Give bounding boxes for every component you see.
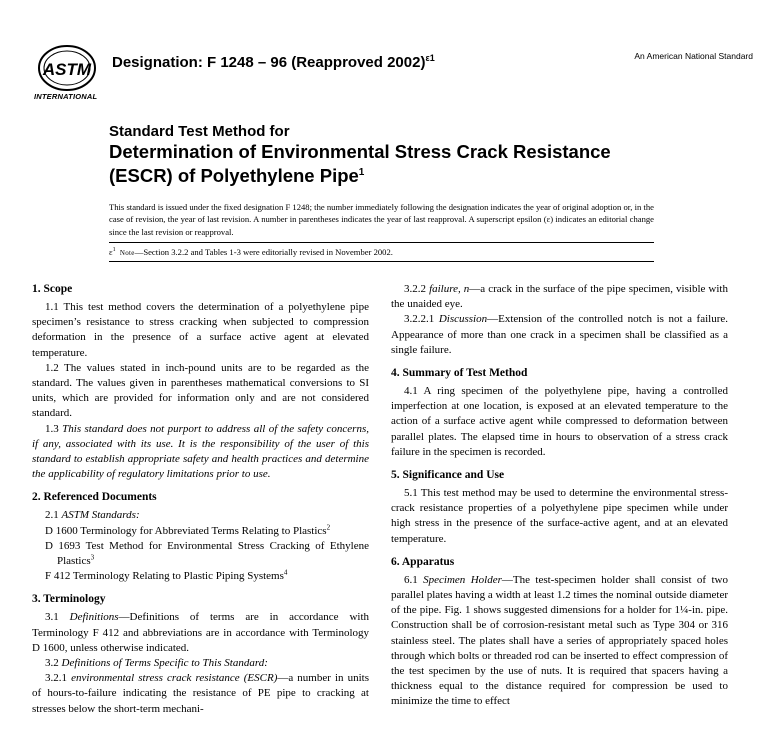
section-heading-referenced-documents: 2. Referenced Documents bbox=[32, 491, 157, 504]
term-emphasis: failure, n bbox=[429, 283, 470, 295]
paragraph-number: 6.1 bbox=[404, 573, 424, 586]
paragraph-1-3-text: This standard does not purport to address all of the safety concerns, if any, associated with its use. It is the responsibility of the user of this standard to establish appropriate safety and health practices and determine the applicability of regulatory limitations prior to use. bbox=[32, 422, 369, 481]
term-emphasis: Definitions bbox=[69, 611, 119, 624]
left-column bbox=[32, 282, 369, 717]
footnote-mark: 4 bbox=[283, 568, 288, 577]
paragraph-1-3 bbox=[32, 422, 369, 483]
paragraph-number: 3.2 bbox=[45, 657, 62, 670]
paragraph-4-1: 4.1 A ring specimen of the polyethylene pipe, having a controlled imperfection at one location, is exposed at an elevated temperature to the action of a surface active agent while compressed to deformation between parallel plates. The elapsed time in hours to observation of a stress crack failure in the specimen is recorded. bbox=[391, 385, 728, 458]
paragraph-3-2-2-1 bbox=[391, 312, 728, 358]
divider-top bbox=[109, 242, 654, 243]
reference-d1600 bbox=[32, 524, 369, 539]
paragraph-2-1-text: ASTM Standards: bbox=[61, 509, 140, 522]
right-column bbox=[391, 282, 728, 710]
paragraph-1-1: 1.1 This test method covers the determination of a polyethylene pipe specimen’s resistance to stress cracking when subjected to compression deformation in the presence of a surface active agent at elevated temperature. bbox=[32, 301, 369, 359]
designation-superscript: ε1 bbox=[425, 53, 435, 63]
astm-logo-icon bbox=[34, 44, 100, 94]
paragraph-number: 3.2.1 bbox=[45, 672, 72, 685]
editorial-mark-num: 1 bbox=[112, 247, 116, 254]
paragraph-number: 2.1 bbox=[45, 509, 62, 522]
paragraph-3-1-text: —Definitions of terms are in accordance with Terminology F 412 and abbreviations are in accordance with Terminology D 1600, unless otherwise indicated. bbox=[32, 611, 370, 654]
paragraph-3-2-2-text: —a crack in the surface of the pipe specimen, visible with the unaided eye. bbox=[391, 283, 728, 311]
title-footnote-mark: 1 bbox=[358, 167, 365, 178]
section-heading-significance: 5. Significance and Use bbox=[391, 469, 505, 482]
paragraph-5-1: 5.1 This test method may be used to determine the environmental stress-crack resistance properties of a polyethylene pipe specimen while under high stress in the presence of the surface-active agent, and at an elevated temperature. bbox=[391, 487, 728, 545]
section-heading-scope: 1. Scope bbox=[32, 283, 73, 295]
page-title bbox=[109, 141, 611, 186]
designation bbox=[112, 53, 435, 71]
title-prefix: Standard Test Method for bbox=[109, 123, 290, 140]
standard-issuance-note: This standard is issued under the fixed designation F 1248; the number immediately following the designation indicates the year of original adoption or, in the case of revision, the year of last revision. A number in parentheses indicates the year of last reapproval. A superscript epsilon (ε) indicates an editorial change since the last revision or reapproval. bbox=[109, 202, 654, 237]
paragraph-3-2-2 bbox=[391, 282, 728, 312]
paragraph-number: 3.2.2.1 bbox=[404, 313, 439, 326]
footnote-mark: 2 bbox=[326, 522, 331, 531]
title-line-2 bbox=[109, 162, 611, 186]
paragraph-3-2-text: Definitions of Terms Specific to This Standard: bbox=[61, 657, 268, 670]
designation-text: Designation: F 1248 – 96 (Reapproved 2002) bbox=[112, 54, 426, 71]
paragraph-6-1 bbox=[391, 573, 728, 710]
section-heading-apparatus: 6. Apparatus bbox=[391, 555, 455, 568]
section-heading-terminology: 3. Terminology bbox=[32, 593, 106, 606]
paragraph-6-1-text: —The test-specimen holder shall consist of two parallel plates having a width at least 1.2 times the nominal outside diameter of the pipe. Fig. 1 shows suggested dimensions for a holder for 1¼-in. pipe. Construction shall be of corrosion-resistant metal such as Type 304 or 316 stainless steel. The plates shall have a series of appropriately spaced holes through which bolts or threaded rod can be inserted to effect compression of the test specimen by the use of nuts. It is required that spacers having a thickness equal to the distance required for compression be used to minimize the time to effect bbox=[391, 573, 728, 708]
footnote-mark: 3 bbox=[90, 553, 95, 562]
paragraph-3-2-2-1-text: —Extension of the controlled notch is not a failure. Appearance of more than one crack in a specimen shall be classified as a single failure. bbox=[391, 313, 729, 356]
national-standard-label: An American National Standard bbox=[634, 51, 753, 61]
logo-international-text: INTERNATIONAL bbox=[34, 92, 98, 101]
paragraph-3-2-1 bbox=[32, 671, 369, 717]
paragraph-number: 3.1 bbox=[45, 611, 70, 624]
title-line-1: Determination of Environmental Stress Crack Resistance bbox=[109, 141, 611, 162]
reference-f412 bbox=[32, 569, 369, 584]
logo-text: ASTM bbox=[42, 60, 92, 79]
editorial-note bbox=[109, 247, 393, 257]
paragraph-3-1 bbox=[32, 610, 369, 656]
term-emphasis: Specimen Holder bbox=[423, 573, 502, 586]
editorial-note-label: Note bbox=[119, 249, 135, 257]
term-emphasis: environmental stress crack resistance (ESCR) bbox=[71, 672, 278, 685]
paragraph-3-2 bbox=[32, 656, 369, 671]
reference-text: D 1600 Terminology for Abbreviated Terms Relating to Plastics bbox=[45, 524, 327, 537]
paragraph-3-2-1-text: —a number in units of hours-to-failure indicating the resistance of PE pipe to cracking at stresses below the short-term mechani- bbox=[32, 672, 369, 715]
reference-text: D 1693 Test Method for Environmental Stress Cracking of Ethylene Plastics bbox=[45, 539, 369, 568]
editorial-mark: ε bbox=[109, 247, 113, 257]
term-emphasis: Discussion bbox=[438, 313, 488, 326]
paragraph-number: 3.2.2 bbox=[404, 283, 430, 295]
paragraph-1-2: 1.2 The values stated in inch-pound units are to be regarded as the standard. The values given in parentheses mathematical conversions to SI units, which are provided for information only and are not considered standard. bbox=[32, 361, 369, 420]
title-line-2-text: (ESCR) of Polyethylene Pipe bbox=[109, 165, 359, 187]
reference-d1693 bbox=[32, 539, 369, 569]
section-heading-summary: 4. Summary of Test Method bbox=[391, 367, 528, 380]
paragraph-2-1 bbox=[32, 508, 369, 523]
editorial-note-text: —Section 3.2.2 and Tables 1-3 were editorially revised in November 2002. bbox=[134, 247, 393, 257]
paragraph-number: 1.3 bbox=[45, 422, 63, 435]
divider-bottom bbox=[109, 261, 654, 262]
reference-text: F 412 Terminology Relating to Plastic Piping Systems bbox=[45, 570, 284, 583]
